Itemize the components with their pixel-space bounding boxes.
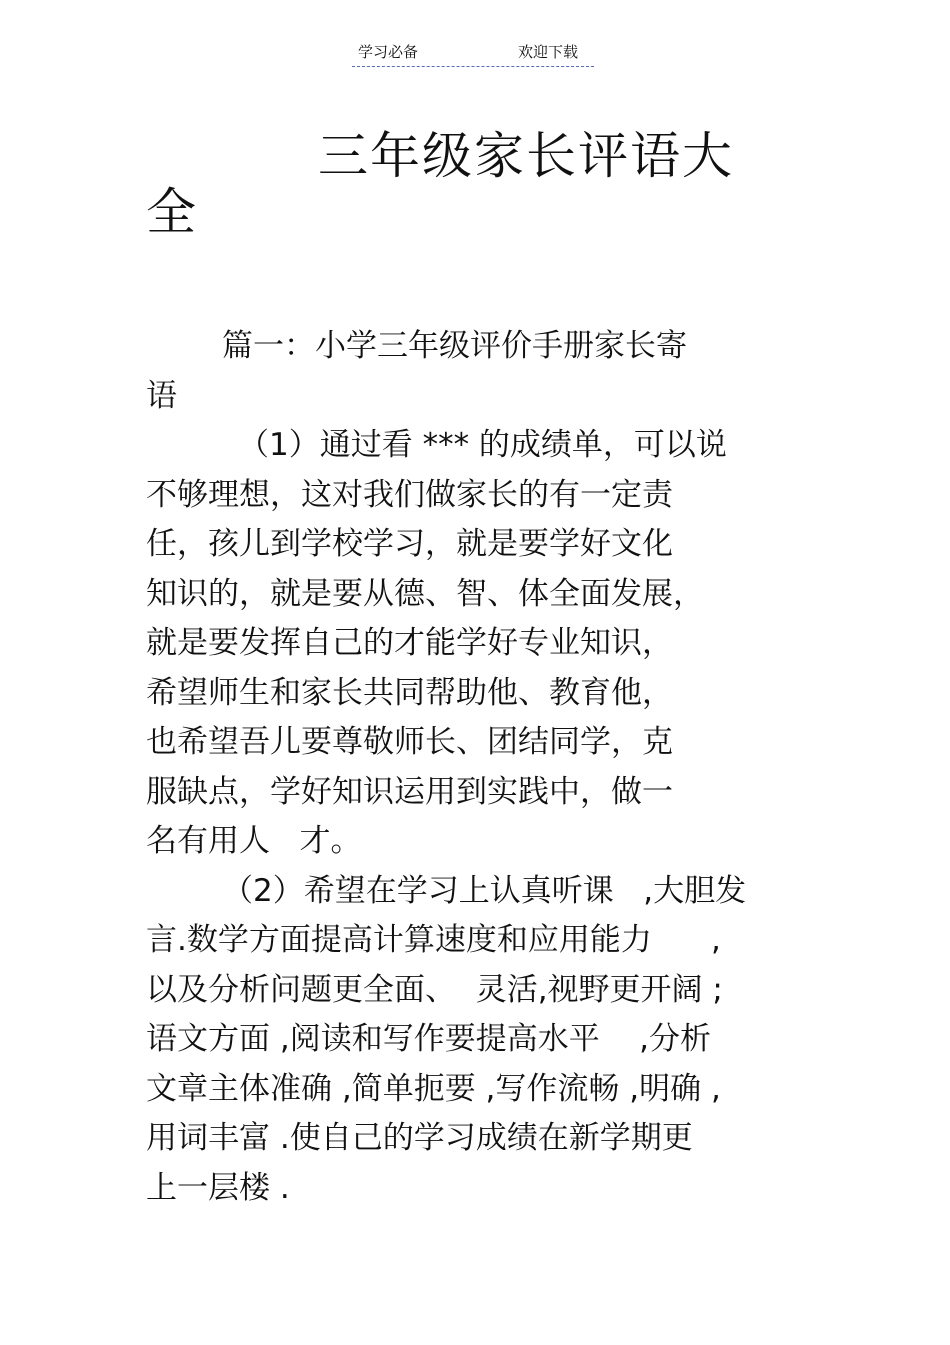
- section-heading-line-1: 篇一：小学三年级评价手册家长寄: [222, 328, 687, 364]
- header-right-text: 欢迎下载: [518, 43, 579, 61]
- paragraph-2-line: 言.数学方面提高计算速度和应用能力 ,: [146, 922, 721, 958]
- paragraph-2-line: 用词丰富 .使自己的学习成绩在新学期更: [146, 1120, 693, 1156]
- paragraph-2-line: 上一层楼 .: [146, 1169, 290, 1206]
- page-header: [352, 40, 594, 67]
- paragraph-1-line: 希望师生和家长共同帮助他、教育他，: [146, 674, 673, 711]
- section-heading-line-2: 语: [146, 377, 177, 414]
- paragraph-2-line: 文章主体准确 ,简单扼要 ,写作流畅 ,明确 ,: [146, 1070, 721, 1107]
- paragraph-1-line: 也希望吾儿要尊敬师长、团结同学，克: [146, 724, 673, 760]
- paragraph-1-line: 不够理想，这对我们做家长的有一定责: [146, 476, 673, 513]
- paragraph-1-line: 就是要发挥自己的才能学好专业知识，: [146, 625, 673, 661]
- paragraph-1-line: 服缺点，学好知识运用到实践中，做一: [146, 773, 673, 810]
- paragraph-1-line: 任，孩儿到学校学习，就是要学好文化: [146, 526, 673, 562]
- paragraph-1-line: （1）通过看 *** 的成绩单，可以说: [238, 427, 727, 463]
- title-line-1: 三年级家长评语大: [318, 127, 734, 185]
- paragraph-2-line: （2）希望在学习上认真听课 ,大胆发: [222, 872, 747, 909]
- document-title: [146, 128, 786, 240]
- header-left-text: 学习必备: [358, 43, 419, 61]
- paragraph-2-line: 语文方面 ,阅读和写作要提高水平 ,分析: [146, 1021, 711, 1057]
- paragraph-2-line: 以及分析问题更全面、 灵活,视野更开阔 ;: [146, 971, 723, 1008]
- title-line-2: 全: [146, 183, 198, 241]
- document-body: [146, 322, 826, 1213]
- paragraph-1-line: 知识的，就是要从德、智、体全面发展，: [146, 575, 704, 612]
- paragraph-1-line: 名有用人 才。: [146, 823, 362, 859]
